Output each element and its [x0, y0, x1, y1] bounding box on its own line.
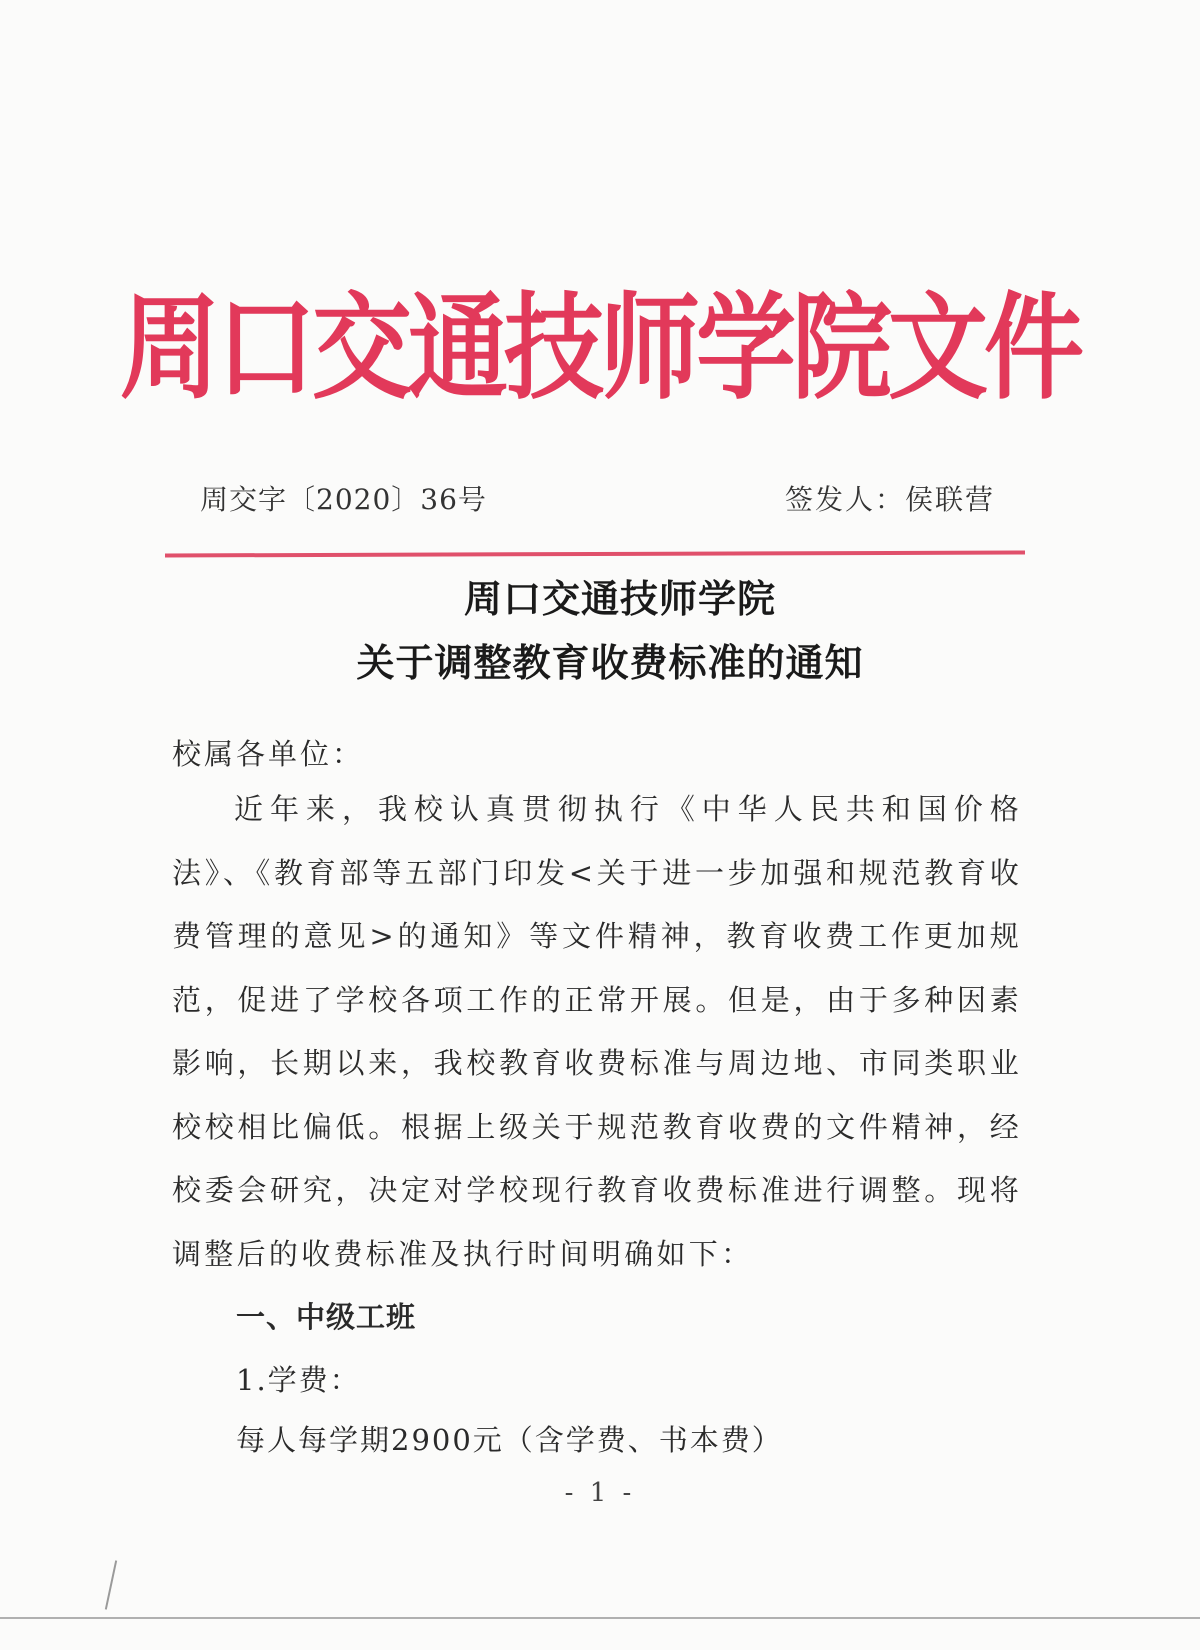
red-divider-line — [165, 550, 1025, 557]
section-heading: 一、中级工班 — [236, 1300, 417, 1334]
page-number: - 1 - — [564, 1478, 636, 1508]
document-number: 周交字〔2020〕36号 — [200, 483, 487, 516]
issuer-label: 签发人：侯联营 — [785, 483, 996, 516]
scan-mark — [105, 1560, 117, 1609]
document-header-title: 周口交通技师学院文件 — [120, 279, 1080, 415]
bottom-divider-line — [0, 1617, 1200, 1619]
salutation: 校属各单位： — [172, 737, 365, 771]
body-paragraph: 近年来，我校认真贯彻执行《中华人民共和国价格法》、《教育部等五部门印发<关于进一步加强和规范教育收费管理的意见>的通知》等文件精神，教育收费工作更加规范，促进了学校各项工作的正常开展。但是，由于多种因素影响，长期以来，我校教育收费标准与周边地、市同类职业校校相比偏低。根据上级关于规范教育收费的文件精神，经校委会研究，决定对学校现行教育收费标准进行调整。现将调整后的收费标准及执行时间明确如下： — [172, 792, 1022, 1271]
fee-line: 每人每学期2900元（含学费、书本费） — [236, 1423, 783, 1457]
notice-title-line2: 关于调整教育收费标准的通知 — [356, 641, 864, 685]
notice-title-line1: 周口交通技师学院 — [463, 577, 776, 621]
sub-heading-tuition: 1.学费： — [236, 1363, 361, 1397]
